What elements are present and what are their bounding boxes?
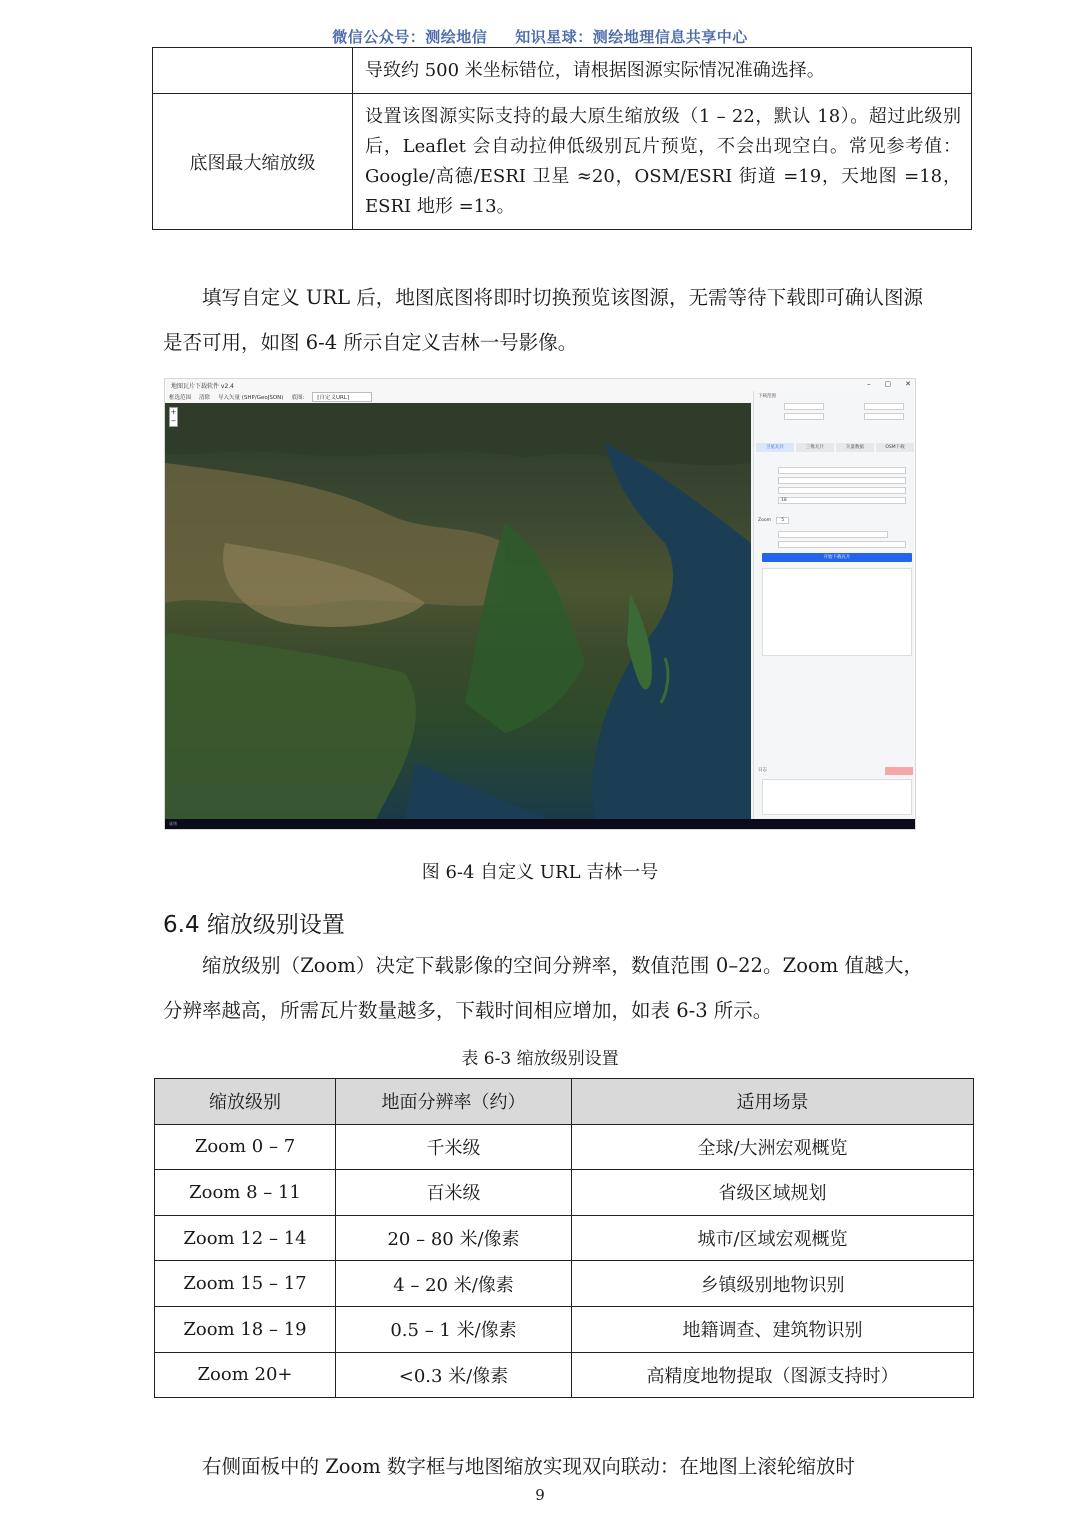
paragraph: 缩放级别（Zoom）决定下载影像的空间分辨率，数值范围 0–22。Zoom 值越大，分辨率越高，所需瓦片数量越多，下载时间相应增加，如表 6-3 所示。 [163,954,923,1022]
table-cell: 全球/大洲宏观概览 [572,1124,974,1170]
table-cell: Zoom 18 – 19 [155,1306,336,1352]
column-header: 地面分辨率（约） [336,1079,572,1125]
table-row [153,48,972,94]
column-header: 适用场景 [572,1079,974,1125]
table-cell: 高精度地物提取（图源支持时） [572,1352,974,1398]
table-caption: 表 6-3 缩放级别设置 [461,1049,619,1069]
select-range-button[interactable]: 框选范围 [169,395,192,401]
table-row [155,1306,974,1352]
top-table [152,47,972,230]
clear-log-button[interactable] [885,767,913,775]
window-controls [867,380,911,388]
output-crs-select[interactable] [778,541,906,548]
table-row [155,1352,974,1398]
download-range-title: 下载范围 [758,394,776,399]
table-cell: 省级区域规划 [572,1170,974,1216]
window-title: 地图瓦片下载软件 v2.4 [171,382,235,390]
coord-system-select[interactable] [778,487,906,494]
table-row [153,94,972,230]
status-text: 就绪 [169,821,177,826]
table-cell: 20 – 80 米/像素 [336,1215,572,1261]
table-cell: 导致约 500 米坐标错位，请根据图源实际情况准确选择。 [353,48,972,94]
panel-tabs [756,443,914,452]
satellite-map[interactable] [165,403,751,821]
coord-input[interactable] [784,413,824,420]
minimize-icon[interactable]: – [867,380,871,388]
max-zoom-input[interactable]: 18 [778,497,906,504]
zoom-label: Zoom [758,518,771,523]
header-planet: 知识星球：测绘地理信息共享中心 [515,28,748,46]
tile-preview-box [762,568,912,656]
zoom-table [154,1078,974,1398]
window-titlebar [165,379,916,391]
tab-vector[interactable]: 矢量数据 [836,443,874,452]
table-cell: 千米级 [336,1124,572,1170]
table-cell: 底图最大缩放级 [153,94,353,230]
table-cell: 城市/区域宏观概览 [572,1215,974,1261]
coord-input[interactable] [864,413,904,420]
table-cell: 地籍调查、建筑物识别 [572,1306,974,1352]
zoom-in-icon[interactable]: + [170,408,177,416]
table-cell: 乡镇级别地物识别 [572,1261,974,1307]
log-box [762,779,912,815]
basemap-label: 底图: [291,395,305,401]
start-download-button[interactable]: 开始下载瓦片 [762,553,912,562]
status-bar [165,819,916,829]
page-number: 9 [535,1486,545,1504]
zoom-out-icon[interactable]: − [170,417,177,425]
paragraph: 右侧面板中的 Zoom 数字框与地图缩放实现双向联动：在地图上滚轮缩放时 [202,1455,855,1478]
table-cell: Zoom 20+ [155,1352,336,1398]
header-wechat: 微信公众号：测绘地信 [332,28,488,46]
import-vector-button[interactable]: 导入矢量 (SHP/GeoJSON) [218,395,284,401]
table-cell: Zoom 12 – 14 [155,1215,336,1261]
log-title: 日志 [758,768,767,773]
table-cell: Zoom 8 – 11 [155,1170,336,1216]
coord-input[interactable] [784,403,824,410]
url-input[interactable] [778,477,906,484]
table-row [155,1124,974,1170]
table-cell: 0.5 – 1 米/像素 [336,1306,572,1352]
table-header-row [155,1079,974,1125]
basemap-select[interactable]: [自定义URL] [312,392,372,402]
table-row [155,1261,974,1307]
side-panel [753,391,916,821]
column-header: 缩放级别 [155,1079,336,1125]
table-cell: <0.3 米/像素 [336,1352,572,1398]
save-path-input[interactable] [778,531,888,538]
table-row [155,1215,974,1261]
app-screenshot [164,378,916,830]
paragraph: 填写自定义 URL 后，地图底图将即时切换预览该图源，无需等待下载即可确认图源是否可用，如图 6-4 所示自定义吉林一号影像。 [163,286,923,354]
zoom-input[interactable]: 5 [776,517,789,524]
section-title: 6.4 缩放级别设置 [163,912,345,938]
figure-caption: 图 6-4 自定义 URL 吉林一号 [421,862,659,883]
close-icon[interactable]: ✕ [905,380,911,388]
table-cell: 4 – 20 米/像素 [336,1261,572,1307]
zoom-row [758,517,914,524]
tab-osm[interactable]: OSM下载 [876,443,914,452]
page-header [0,26,1080,47]
table-cell [153,48,353,94]
tab-3d[interactable]: 三维瓦片 [796,443,834,452]
source-select[interactable] [778,467,906,474]
table-row [155,1170,974,1216]
map-imagery [165,403,751,821]
map-toolbar [165,391,753,403]
tab-satellite[interactable]: 卫星瓦片 [756,443,794,452]
clear-button[interactable]: 清除 [199,395,211,401]
table-cell: Zoom 0 – 7 [155,1124,336,1170]
table-cell: Zoom 15 – 17 [155,1261,336,1307]
maximize-icon[interactable]: ▢ [884,380,892,388]
zoom-control [169,407,178,427]
table-cell: 设置该图源实际支持的最大原生缩放级（1 – 22，默认 18）。超过此级别后，Leaflet 会自动拉伸低级别瓦片预览，不会出现空白。常见参考值：Google/高德/ESRI 卫星 ≈20，OSM/ESRI 街道 =19，天地图 =18，ESRI 地形 =13。 [353,94,972,230]
table-cell: 百米级 [336,1170,572,1216]
coord-input[interactable] [864,403,904,410]
